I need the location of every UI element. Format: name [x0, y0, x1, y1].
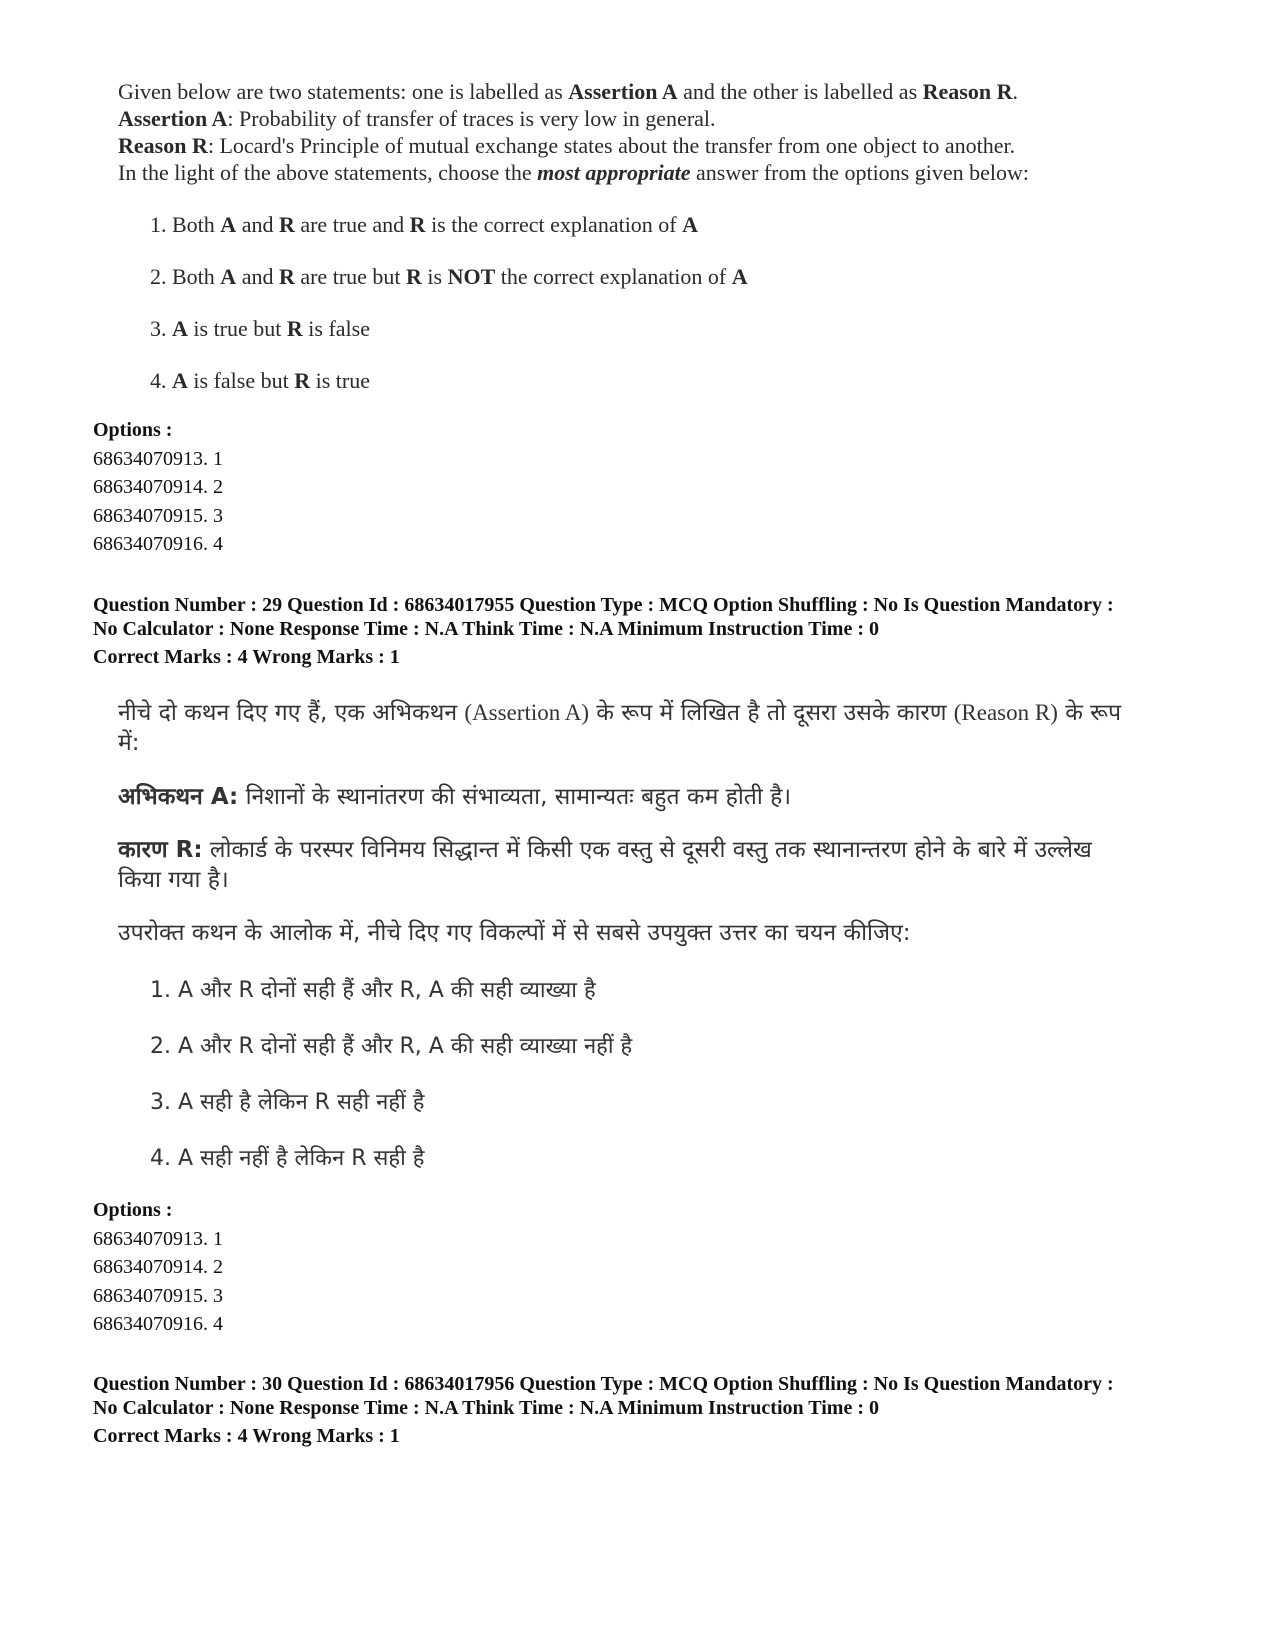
statement-intro-hi: नीचे दो कथन दिए गए हैं, एक अभिकथन (Assertion A) के रूप में लिखित है तो दूसरा उसके कारण (Reason R) के रूप में:: [118, 700, 1122, 756]
choice-1-en: 1. Both A and R are true and R is the correct explanation of A: [150, 212, 699, 237]
marks-line: Correct Marks : 4 Wrong Marks : 1: [93, 1425, 400, 1447]
choice-4-en: 4. A is false but R is true: [150, 368, 370, 393]
options-label: Options :: [93, 419, 173, 441]
meta-line-2: No Calculator : None Response Time : N.A Think Time : N.A Minimum Instruction Time : 0: [93, 618, 879, 640]
option-item: 68634070913. 1: [93, 447, 223, 470]
marks-line: Correct Marks : 4 Wrong Marks : 1: [93, 646, 400, 668]
question-meta-29: [93, 593, 1263, 669]
choice-1-hi: 1. A और R दोनों सही हैं और R, A की सही व्याख्या है: [150, 978, 596, 1003]
option-item: 68634070916. 4: [93, 533, 223, 555]
choice-3-hi: 3. A सही है लेकिन R सही नहीं है: [150, 1090, 425, 1115]
options-label: Options :: [93, 1199, 173, 1221]
options-list-1: [93, 416, 223, 559]
assertion-line: Assertion A: Probability of transfer of traces is very low in general.: [118, 106, 716, 131]
reason-line-hi: कारण R: लोकार्ड के परस्पर विनिमय सिद्धान्त में किसी एक वस्तु से दूसरी वस्तु तक स्थानान्तरण होने के बारे में उल्लेख किया गया है।: [118, 837, 1092, 893]
option-item: 68634070913. 1: [93, 1227, 223, 1250]
meta-line-2: No Calculator : None Response Time : N.A Think Time : N.A Minimum Instruction Time : 0: [93, 1397, 879, 1419]
option-item: 68634070916. 4: [93, 1313, 223, 1335]
question-meta-30: [93, 1372, 1263, 1448]
options-list-2: [93, 1196, 223, 1339]
statement-intro: Given below are two statements: one is labelled as Assertion A and the other is labelled as Reason R.: [118, 79, 1018, 104]
choice-3-en: 3. A is true but R is false: [150, 316, 370, 341]
meta-line-1: Question Number : 30 Question Id : 68634017956 Question Type : MCQ Option Shuffling : No Is Question Mandatory :: [93, 1373, 1114, 1395]
choice-2-hi: 2. A और R दोनों सही हैं और R, A की सही व्याख्या नहीं है: [150, 1034, 633, 1059]
choice-4-hi: 4. A सही नहीं है लेकिन R सही है: [150, 1146, 425, 1171]
meta-line-1: Question Number : 29 Question Id : 68634017955 Question Type : MCQ Option Shuffling : No Is Question Mandatory :: [93, 594, 1114, 616]
option-item: 68634070914. 2: [93, 476, 223, 498]
question-statement-hi: [118, 698, 1138, 758]
question-statement-en: [118, 78, 1218, 186]
option-item: 68634070915. 3: [93, 504, 223, 527]
instruction-line: In the light of the above statements, choose the most appropriate answer from the options given below:: [118, 160, 1030, 185]
option-item: 68634070915. 3: [93, 1284, 223, 1307]
option-item: 68634070914. 2: [93, 1256, 223, 1278]
assertion-line-hi: अभिकथन A: निशानों के स्थानांतरण की संभाव्यता, सामान्यतः बहुत कम होती है।: [118, 784, 792, 810]
choice-2-en: 2. Both A and R are true but R is NOT the correct explanation of A: [150, 264, 748, 289]
instruction-line-hi: उपरोक्त कथन के आलोक में, नीचे दिए गए विकल्पों में से सबसे उपयुक्त उत्तर का चयन कीजिए:: [118, 920, 911, 946]
reason-line: Reason R: Locard's Principle of mutual exchange states about the transfer from one object to another.: [118, 133, 1016, 158]
